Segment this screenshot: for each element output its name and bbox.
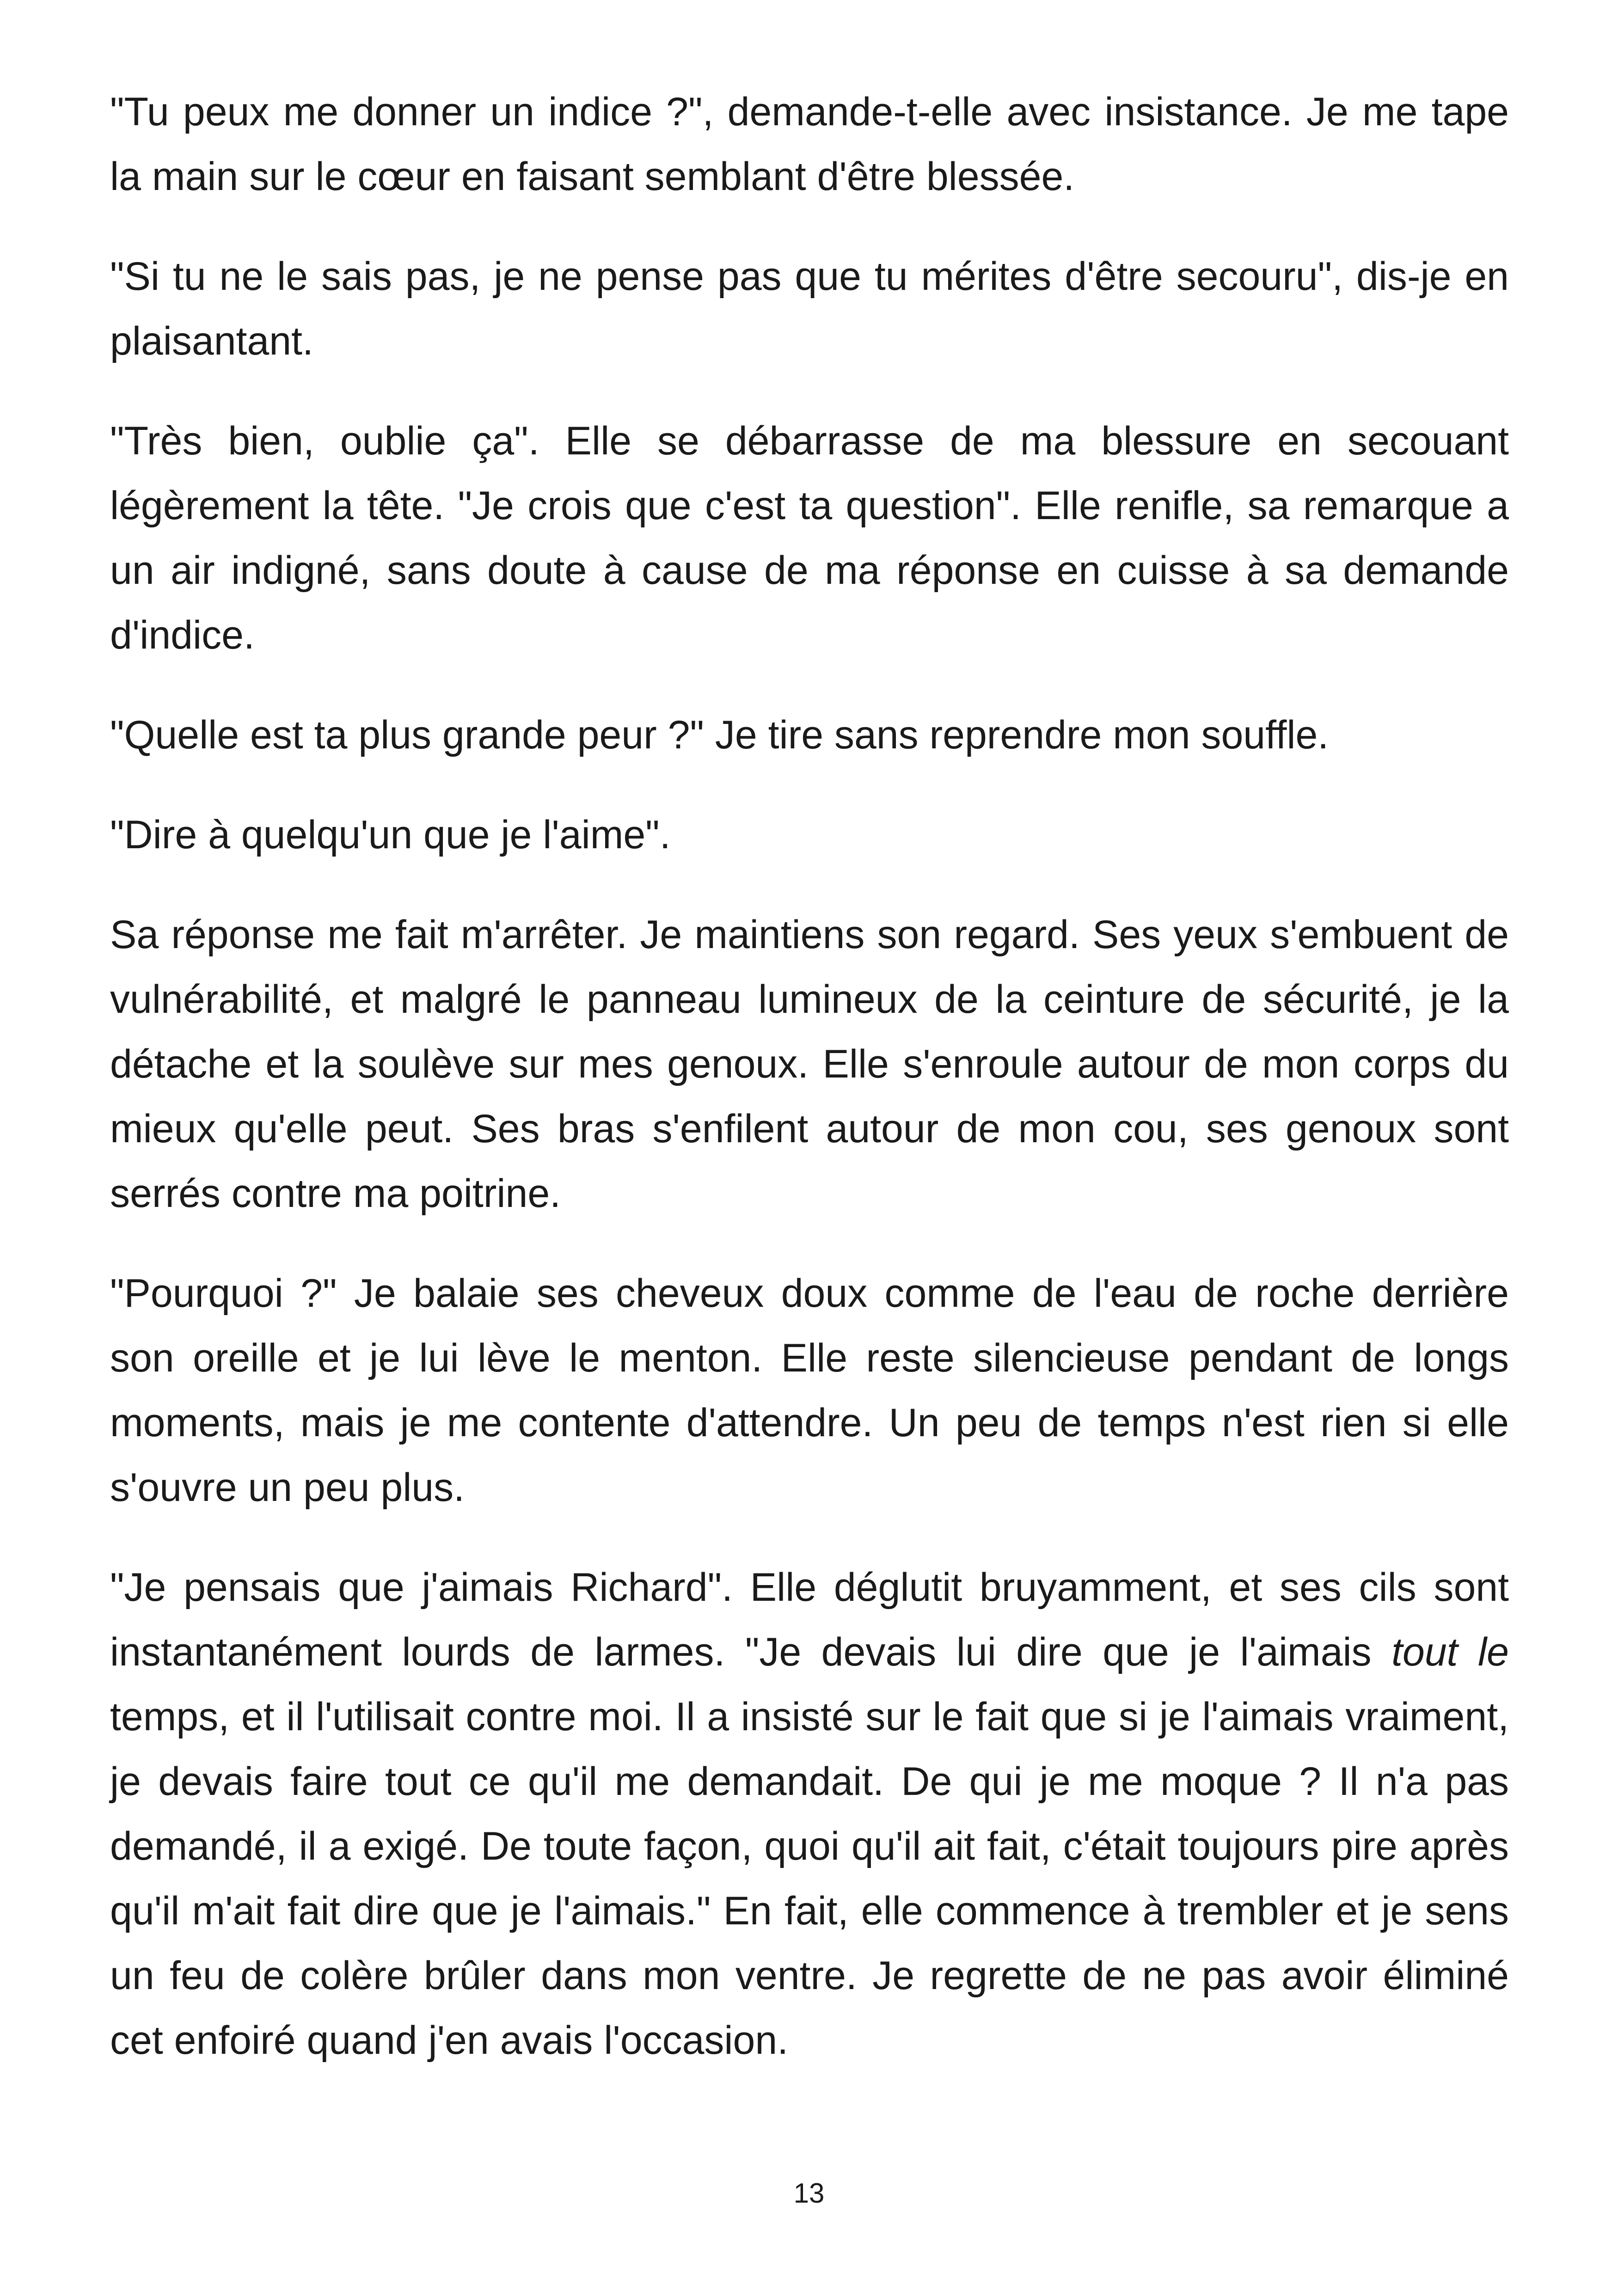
paragraph-2: "Si tu ne le sais pas, je ne pense pas que tu mérites d'être secouru", dis-je en plaisantant. [110, 254, 1509, 363]
paragraph-3: "Très bien, oublie ça". Elle se débarrasse de ma blessure en secouant légèrement la tête. "Je crois que c'est ta question". Elle renifle, sa remarque a un air indigné, sans doute à cause de ma réponse en cuisse à sa demande d'indice. [110, 419, 1509, 657]
paragraph-8-text-start: "Je pensais que j'aimais Richard". Elle déglutit bruyamment, et ses cils sont instantanément lourds de larmes. "Je devais lui dire que je l'aimais [110, 1565, 1509, 1674]
paragraph-8-italic-text: tout le [1391, 1630, 1509, 1674]
page-number: 13 [793, 2178, 825, 2209]
paragraph-6: Sa réponse me fait m'arrêter. Je maintiens son regard. Ses yeux s'embuent de vulnérabilité, et malgré le panneau lumineux de la ceinture de sécurité, je la détache et la soulève sur mes genoux. Elle s'enroule autour de mon corps du mieux qu'elle peut. Ses bras s'enfilent autour de mon cou, ses genoux sont serrés contre ma poitrine. [110, 912, 1509, 1216]
paragraph-1: "Tu peux me donner un indice ?", demande-t-elle avec insistance. Je me tape la main sur le cœur en faisant semblant d'être blessée. [110, 90, 1509, 199]
paragraph-5: "Dire à quelqu'un que je l'aime". [110, 813, 671, 857]
paragraph-8 [110, 1555, 1509, 2073]
paragraph-7: "Pourquoi ?" Je balaie ses cheveux doux comme de l'eau de roche derrière son oreille et je lui lève le menton. Elle reste silencieuse pendant de longs moments, mais je me contente d'attendre. Un peu de temps n'est rien si elle s'ouvre un peu plus. [110, 1271, 1509, 1510]
paragraph-4: "Quelle est ta plus grande peur ?" Je tire sans reprendre mon souffle. [110, 713, 1329, 757]
page-body [110, 80, 1509, 2108]
paragraph-8-text-end: temps, et il l'utilisait contre moi. Il a insisté sur le fait que si je l'aimais vraiment, je devais faire tout ce qu'il me demandait. De qui je me moque ? Il n'a pas demandé, il a exigé. De toute façon, quoi qu'il ait fait, c'était toujours pire après qu'il m'ait fait dire que je l'aimais." En fait, elle commence à trembler et je sens un feu de colère brûler dans mon ventre. Je regrette de ne pas avoir éliminé cet enfoiré quand j'en avais l'occasion. [110, 1695, 1509, 2063]
